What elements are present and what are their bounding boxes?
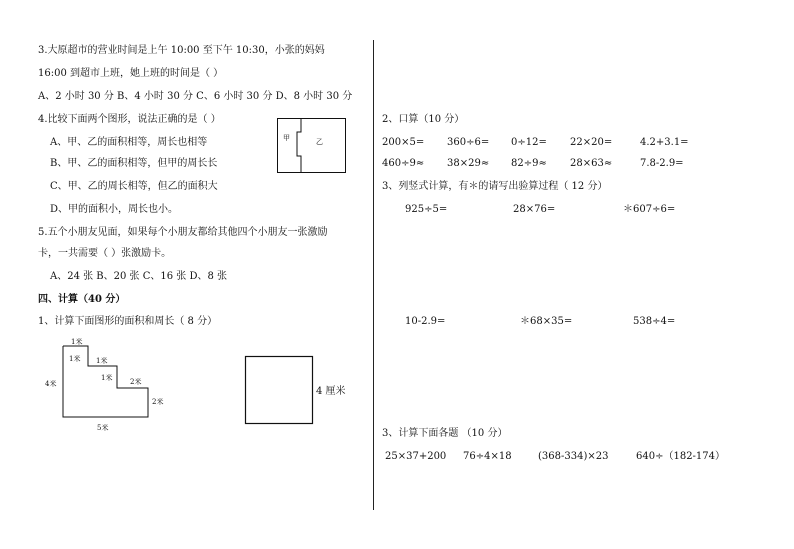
oral-r1-c1: 200×5= <box>382 137 425 148</box>
q4-option-a: A、甲、乙的面积相等，周长也相等 <box>50 137 208 148</box>
mixed-calc-title: 3、计算下面各题 （10 分） <box>382 428 508 439</box>
figure-label-jia: 甲 <box>283 134 290 142</box>
square-side-label: 4 厘米 <box>316 386 346 397</box>
vertical-r2-c2: ＊68×35= <box>520 316 573 327</box>
column-divider <box>373 40 374 510</box>
shape-label-step3: 2米 <box>130 378 142 386</box>
q4-option-c: C、甲、乙的周长相等，但乙的面积大 <box>50 181 218 192</box>
section4-title: 四、计算（40 分） <box>38 294 126 305</box>
vertical-r1-c2: 28×76= <box>513 204 556 215</box>
q4-option-d: D、甲的面积小，周长也小。 <box>50 204 179 215</box>
oral-r2-c4: 28×63≈ <box>570 158 613 169</box>
vertical-r2-c3: 538÷4= <box>633 316 676 327</box>
vertical-r1-c1: 925÷5= <box>405 204 448 215</box>
q5-options: A、24 张 B、20 张 C、16 张 D、8 张 <box>50 271 228 282</box>
q3-line1: 3.大原超市的营业时间是上午 10:00 至下午 10:30，小张的妈妈 <box>38 45 325 56</box>
calc1-title: 1、计算下面图形的面积和周长（ 8 分） <box>38 316 218 327</box>
q3-line2: 16:00 到超市上班，她上班的时间是（ ） <box>38 68 224 79</box>
mixed-c3: (368-334)×23 <box>538 451 609 462</box>
mixed-c2: 76÷4×18 <box>463 451 512 462</box>
q4-option-b: B、甲、乙的面积相等，但甲的周长长 <box>50 158 218 169</box>
shape-label-step2b: 1米 <box>101 374 113 382</box>
shape-label-top: 1米 <box>71 338 83 346</box>
oral-title: 2、口算（10 分） <box>382 114 465 125</box>
jia-yi-figure <box>277 118 347 174</box>
figure-label-yi: 乙 <box>316 138 323 146</box>
oral-r2-c3: 82÷9≈ <box>511 158 547 169</box>
oral-r1-c2: 360÷6= <box>447 137 490 148</box>
mixed-c1: 25×37+200 <box>385 451 447 462</box>
oral-r1-c4: 22×20= <box>570 137 613 148</box>
vertical-r1-c3: ＊607÷6= <box>623 204 676 215</box>
oral-r2-c2: 38×29≈ <box>447 158 490 169</box>
q5-line1: 5.五个小朋友见面，如果每个小朋友都给其他四个小朋友一张激励 <box>38 227 328 238</box>
vertical-calc-title: 3、列竖式计算，有＊的请写出验算过程（ 12 分） <box>382 181 608 192</box>
oral-r2-c1: 460÷9≈ <box>382 158 425 169</box>
shape-label-step1: 1米 <box>69 355 81 363</box>
q4-stem: 4.比较下面两个图形，说法正确的是（ ） <box>38 114 221 125</box>
shape-label-right: 2米 <box>152 398 164 406</box>
q3-options: A、2 小时 30 分 B、4 小时 30 分 C、6 小时 30 分 D、8 小时 30 分 <box>38 91 353 102</box>
oral-r1-c5: 4.2+3.1= <box>640 137 689 148</box>
vertical-r2-c1: 10-2.9= <box>405 316 446 327</box>
shape-label-step2: 1米 <box>96 357 108 365</box>
shape-label-bottom: 5米 <box>97 424 109 432</box>
shape-label-left: 4米 <box>45 380 57 388</box>
oral-r2-c5: 7.8-2.9= <box>640 158 684 169</box>
q5-line2: 卡，一共需要（ ）张激励卡。 <box>38 248 172 259</box>
square-shape <box>245 356 315 426</box>
oral-r1-c3: 0÷12= <box>511 137 547 148</box>
mixed-c4: 640÷（182-174） <box>636 451 726 462</box>
